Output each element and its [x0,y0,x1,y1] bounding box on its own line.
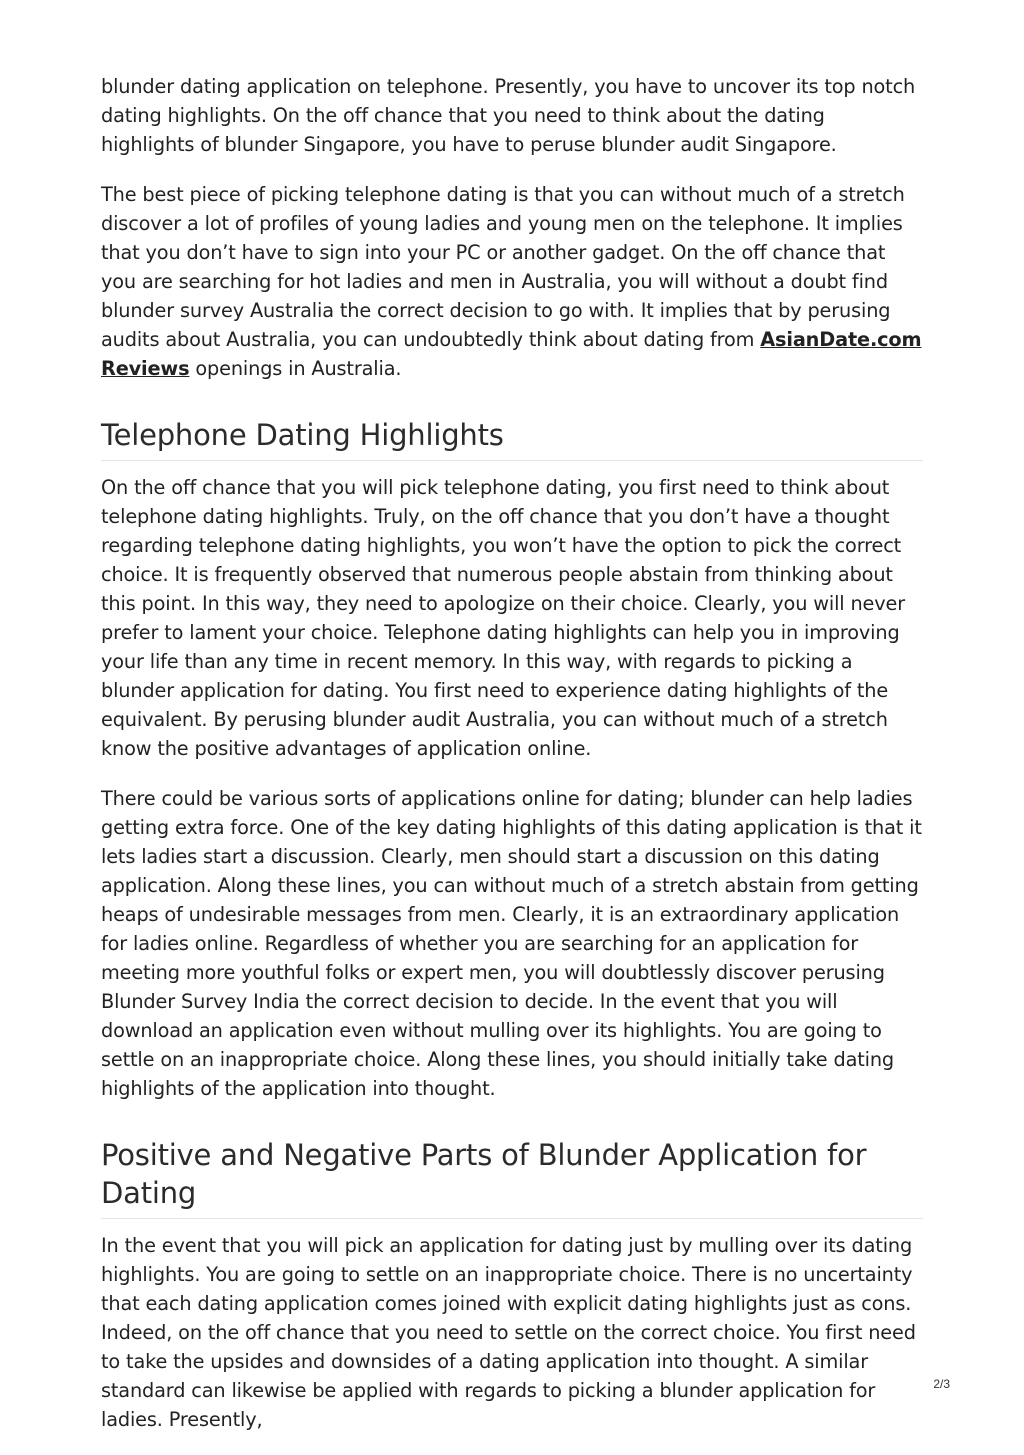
asiandate-reviews-link[interactable]: AsianDate.com Reviews [101,328,922,380]
paragraph-3: On the off chance that you will pick telephone dating, you first need to think about telephone dating highlights. Truly, on the off chance that you don’t have a thought regarding telephone dating highlights, you won’t have the option to pick the correct choice. It is frequently observed that numerous people abstain from thinking about this point. In this way, they need to apologize on their choice. Clearly, you will never prefer to lament your choice. Telephone dating highlights can help you in improving your life than any time in recent memory. In this way, with regards to picking a blunder application for dating. You first need to experience dating highlights of the equivalent. By perusing blunder audit Australia, you can without much of a stretch know the positive advantages of application online. [101,476,905,760]
paragraph-2 [101,180,923,383]
paragraph-1: blunder dating application on telephone. Presently, you have to uncover its top notch dating highlights. On the off chance that you need to think about the dating highlights of blunder Singapore, you have to peruse blunder audit Singapore. [101,75,916,156]
heading-positive-negative-parts: Positive and Negative Parts of Blunder Application for Dating [101,1136,923,1219]
paragraph-2-text-before: The best piece of picking telephone dating is that you can without much of a stretch discover a lot of profiles of young ladies and young men on the telephone. It implies that you don’t have to sign into your PC or another gadget. On the off chance that you are searching for hot ladies and men in Australia, you will without a doubt find blunder survey Australia the correct decision to go with. It implies that by perusing audits about Australia, you can undoubtedly think about dating from [101,183,905,351]
paragraph-5: In the event that you will pick an application for dating just by mulling over its dating highlights. You are going to settle on an inappropriate choice. There is no uncertainty that each dating application comes joined with explicit dating highlights just as cons. Indeed, on the off chance that you need to settle on the correct choice. You first need to take the upsides and downsides of a dating application into thought. A similar standard can likewise be applied with regards to picking a blunder application for ladies. Presently, [101,1234,916,1431]
page-number: 2/3 [933,1377,950,1391]
paragraph-4: There could be various sorts of applications online for dating; blunder can help ladies getting extra force. One of the key dating highlights of this dating application is that it lets ladies start a discussion. Clearly, men should start a discussion on this dating application. Along these lines, you can without much of a stretch abstain from getting heaps of undesirable messages from men. Clearly, it is an extraordinary application for ladies online. Regardless of whether you are searching for an application for meeting more youthful folks or expert men, you will doubtlessly discover perusing Blunder Survey India the correct decision to decide. In the event that you will download an application even without mulling over its highlights. You are going to settle on an inappropriate choice. Along these lines, you should initially take dating highlights of the application into thought. [101,787,922,1100]
document-page [101,72,923,1455]
paragraph-2-text-after: openings in Australia. [189,357,402,380]
heading-telephone-dating-highlights: Telephone Dating Highlights [101,416,923,461]
